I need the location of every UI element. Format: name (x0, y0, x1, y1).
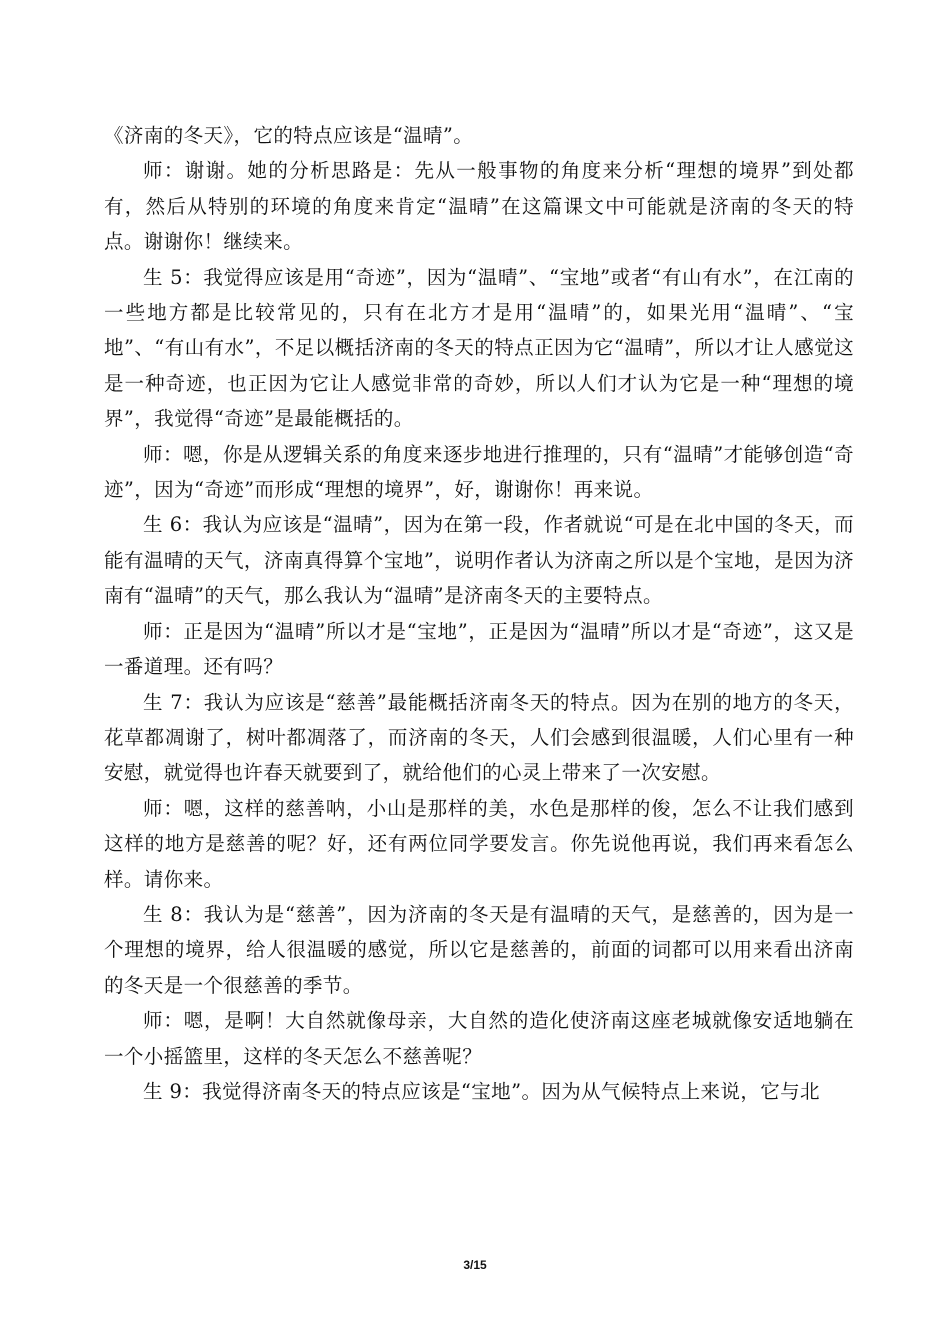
paragraph-2: 师：谢谢。她的分析思路是：先从一般事物的角度来分析“理想的境界”到处都有，然后从特别的环境的角度来肯定“温晴”在这篇课文中可能就是济南的冬天的特点。谢谢你！继续来。 (104, 159, 854, 254)
paragraph-3: 生 5：我觉得应该是用“奇迹”，因为“温晴”、“宝地”或者“有山有水”，在江南的一些地方都是比较常见的，只有在北方才是用“温晴”的，如果光用“温晴”、“宝地”、“有山有水”，不足以概括济南的冬天的特点正因为它“温晴”，所以才让人感觉这是一种奇迹，也正因为它让人感觉非常的奇妙，所以人们才认为它是一种“理想的境界”，我觉得“奇迹”是最能概括的。 (104, 265, 854, 431)
paragraph-5: 生 6：我认为应该是“温晴”，因为在第一段，作者就说“可是在北中国的冬天，而能有温晴的天气，济南真得算个宝地”，说明作者认为济南之所以是个宝地，是因为济南有“温晴”的天气，那么我认为“温晴”是济南冬天的主要特点。 (104, 513, 854, 608)
paragraph-6: 师：正是因为“温晴”所以才是“宝地”，正是因为“温晴”所以才是“奇迹”，这又是一番道理。还有吗？ (104, 619, 854, 679)
page-number: 3/15 (463, 1258, 487, 1272)
paragraph-9: 生 8：我认为是“慈善”，因为济南的冬天是有温晴的天气，是慈善的，因为是一个理想的境界，给人很温暖的感觉，所以它是慈善的，前面的词都可以用来看出济南的冬天是一个很慈善的季节。 (104, 902, 854, 997)
paragraph-1: 《济南的冬天》，它的特点应该是“温晴”。 (104, 124, 474, 147)
document-body (104, 118, 854, 1109)
paragraph-11: 生 9：我觉得济南冬天的特点应该是“宝地”。因为从气候特点上来说，它与北 (143, 1079, 820, 1103)
paragraph-8: 师：嗯，这样的慈善呐，小山是那样的美，水色是那样的俊，怎么不让我们感到这样的地方是慈善的呢？好，还有两位同学要发言。你先说他再说，我们再来看怎么样。请你来。 (104, 796, 854, 891)
paragraph-10: 师：嗯，是啊！大自然就像母亲，大自然的造化使济南这座老城就像安适地躺在一个小摇篮里，这样的冬天怎么不慈善呢？ (104, 1009, 854, 1068)
paragraph-4: 师：嗯，你是从逻辑关系的角度来逐步地进行推理的，只有“温晴”才能够创造“奇迹”，因为“奇迹”而形成“理想的境界”，好，谢谢你！再来说。 (104, 442, 854, 502)
paragraph-7: 生 7：我认为应该是“慈善”最能概括济南冬天的特点。因为在别的地方的冬天，花草都凋谢了，树叶都凋落了，而济南的冬天，人们会感到很温暖，人们心里有一种安慰，就觉得也许春天就要到了，就给他们的心灵上带来了一次安慰。 (104, 690, 854, 785)
